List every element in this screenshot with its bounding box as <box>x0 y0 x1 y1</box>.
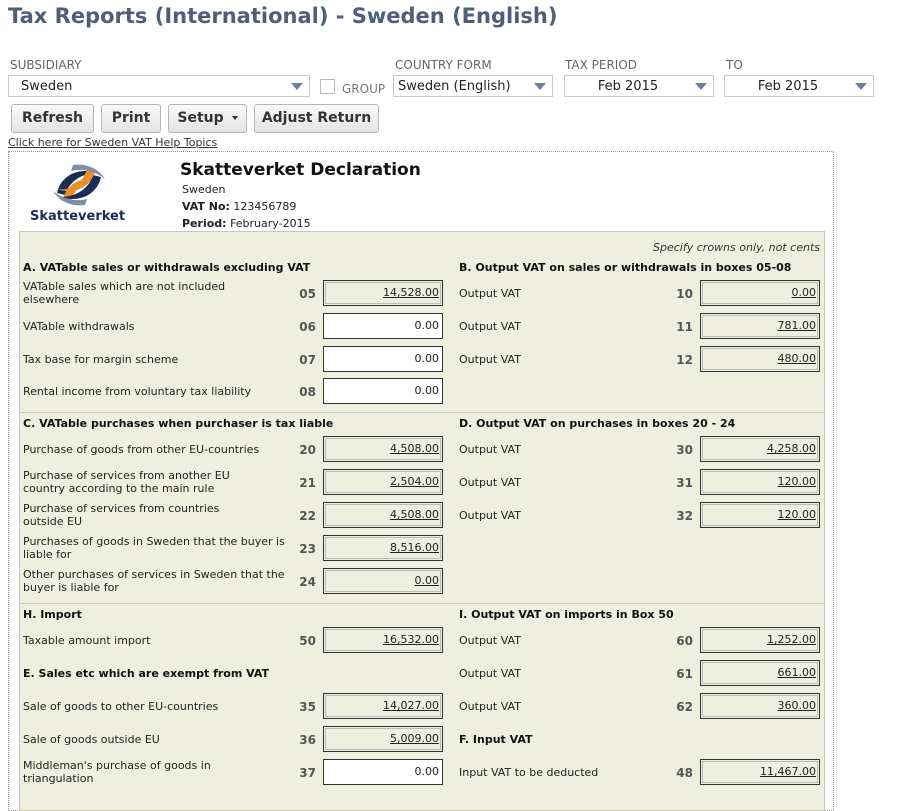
row-07-input[interactable]: 0.00 <box>323 346 443 372</box>
row-37-input[interactable]: 0.00 <box>323 759 443 785</box>
country-form-value: Sweden (English) <box>398 79 511 94</box>
chevron-down-icon <box>291 83 303 90</box>
row-08-input[interactable]: 0.00 <box>323 378 443 404</box>
row-32-label: Output VAT <box>459 509 521 522</box>
country-form-select[interactable] <box>393 75 553 97</box>
group-checkbox[interactable] <box>320 79 335 94</box>
to-period-value: Feb 2015 <box>757 79 819 94</box>
tax-period-select[interactable] <box>564 75 714 97</box>
row-20-code: 20 <box>299 443 316 457</box>
chevron-down-icon <box>855 83 867 90</box>
row-36-value: 5,009.00 <box>323 726 443 752</box>
row-07-code: 07 <box>299 353 316 367</box>
row-22-code: 22 <box>299 509 316 523</box>
tax-period-label: TAX PERIOD <box>565 58 638 72</box>
row-12-value: 480.00 <box>700 346 820 372</box>
row-06-code: 06 <box>299 320 316 334</box>
vat-no-value: 123456789 <box>233 200 297 213</box>
section-a-heading: A. VATable sales or withdrawals excluding VAT <box>23 261 311 274</box>
row-50-code: 50 <box>299 634 316 648</box>
period-value: February-2015 <box>230 217 311 230</box>
crowns-note: Specify crowns only, not cents <box>653 241 820 254</box>
section-b-heading: B. Output VAT on sales or withdrawals in boxes 05-08 <box>459 261 792 274</box>
subsidiary-value: Sweden <box>21 79 73 94</box>
row-60-label: Output VAT <box>459 634 521 647</box>
adjust-return-button[interactable]: Adjust Return <box>254 104 379 133</box>
row-12-code: 12 <box>676 353 693 367</box>
section-d-heading: D. Output VAT on purchases in boxes 20 - 24 <box>459 417 736 430</box>
page-title: Tax Reports (International) - Sweden (English) <box>8 4 558 28</box>
row-50-label: Taxable amount import <box>23 634 151 647</box>
row-60-value: 1,252.00 <box>700 627 820 653</box>
tax-period-value: Feb 2015 <box>597 79 659 94</box>
section-e-heading: E. Sales etc which are exempt from VAT <box>23 667 270 680</box>
row-24-code: 24 <box>299 575 316 589</box>
row-48-label: Input VAT to be deducted <box>459 766 599 779</box>
row-21-code: 21 <box>299 476 316 490</box>
row-05-label: VATable sales which are not included elsewhere <box>23 280 226 306</box>
chevron-down-icon <box>232 116 238 120</box>
row-36-label: Sale of goods outside EU <box>23 733 160 746</box>
to-period-select[interactable] <box>724 75 874 97</box>
row-20-value: 4,508.00 <box>323 436 443 462</box>
row-62-code: 62 <box>676 700 693 714</box>
row-08-label: Rental income from voluntary tax liability <box>23 385 252 398</box>
row-50-value: 16,532.00 <box>323 627 443 653</box>
row-61-value: 661.00 <box>700 660 820 686</box>
row-30-code: 30 <box>676 443 693 457</box>
section-divider <box>20 603 824 604</box>
row-24-label: Other purchases of services in Sweden that the buyer is liable for <box>23 568 285 594</box>
vat-no-label: VAT No: <box>182 200 230 213</box>
period-line <box>182 217 311 230</box>
section-c-heading: C. VATable purchases when purchaser is tax liable <box>23 417 334 430</box>
row-10-value: 0.00 <box>700 280 820 306</box>
chevron-down-icon <box>695 83 707 90</box>
row-62-label: Output VAT <box>459 700 521 713</box>
row-21-value: 2,504.00 <box>323 469 443 495</box>
group-label: GROUP <box>342 82 386 96</box>
row-31-code: 31 <box>676 476 693 490</box>
declaration-title: Skatteverket Declaration <box>180 160 421 180</box>
row-10-code: 10 <box>676 287 693 301</box>
logo-text: Skatteverket <box>30 209 126 224</box>
row-35-label: Sale of goods to other EU-countries <box>23 700 219 713</box>
vat-no-line <box>182 200 296 213</box>
row-22-label: Purchase of services from countries outside EU <box>23 502 220 528</box>
row-11-code: 11 <box>676 320 693 334</box>
subsidiary-label: SUBSIDIARY <box>10 58 82 72</box>
row-23-label: Purchases of goods in Sweden that the buyer is liable for <box>23 535 285 561</box>
row-61-code: 61 <box>676 667 693 681</box>
row-22-value: 4,508.00 <box>323 502 443 528</box>
help-topics-link[interactable]: Click here for Sweden VAT Help Topics <box>8 136 218 149</box>
setup-button-label: Setup <box>177 110 224 126</box>
row-62-value: 360.00 <box>700 693 820 719</box>
period-label: Period: <box>182 217 227 230</box>
row-61-label: Output VAT <box>459 667 521 680</box>
row-11-label: Output VAT <box>459 320 521 333</box>
row-37-label: Middleman's purchase of goods in triangulation <box>23 759 211 785</box>
row-21-label: Purchase of services from another EU country according to the main rule <box>23 469 230 495</box>
row-48-value: 11,467.00 <box>700 759 820 785</box>
row-23-code: 23 <box>299 542 316 556</box>
country-form-label: COUNTRY FORM <box>395 58 492 72</box>
row-36-code: 36 <box>299 733 316 747</box>
row-30-value: 4,258.00 <box>700 436 820 462</box>
row-07-label: Tax base for margin scheme <box>23 353 179 366</box>
row-05-code: 05 <box>299 287 316 301</box>
row-06-label: VATable withdrawals <box>23 320 135 333</box>
row-35-code: 35 <box>299 700 316 714</box>
row-11-value: 781.00 <box>700 313 820 339</box>
row-32-code: 32 <box>676 509 693 523</box>
section-divider <box>20 412 824 413</box>
row-12-label: Output VAT <box>459 353 521 366</box>
row-37-code: 37 <box>299 766 316 780</box>
print-button[interactable]: Print <box>101 104 161 133</box>
row-31-value: 120.00 <box>700 469 820 495</box>
section-i-heading: I. Output VAT on imports in Box 50 <box>459 608 674 621</box>
row-23-value: 8,516.00 <box>323 535 443 561</box>
row-35-value: 14,027.00 <box>323 693 443 719</box>
declaration-country: Sweden <box>182 183 226 196</box>
refresh-button[interactable]: Refresh <box>11 104 94 133</box>
row-08-code: 08 <box>299 385 316 399</box>
row-32-value: 120.00 <box>700 502 820 528</box>
row-10-label: Output VAT <box>459 287 521 300</box>
subsidiary-select[interactable] <box>8 75 310 97</box>
row-06-input[interactable]: 0.00 <box>323 313 443 339</box>
section-f-heading: F. Input VAT <box>459 733 533 746</box>
chevron-down-icon <box>534 83 546 90</box>
row-30-label: Output VAT <box>459 443 521 456</box>
to-label: TO <box>726 58 743 72</box>
row-48-code: 48 <box>676 766 693 780</box>
row-31-label: Output VAT <box>459 476 521 489</box>
setup-button[interactable] <box>168 104 247 133</box>
row-20-label: Purchase of goods from other EU-countries <box>23 443 260 456</box>
row-05-value: 14,528.00 <box>323 280 443 306</box>
row-60-code: 60 <box>676 634 693 648</box>
row-24-value: 0.00 <box>323 568 443 594</box>
section-h-heading: H. Import <box>23 608 82 621</box>
